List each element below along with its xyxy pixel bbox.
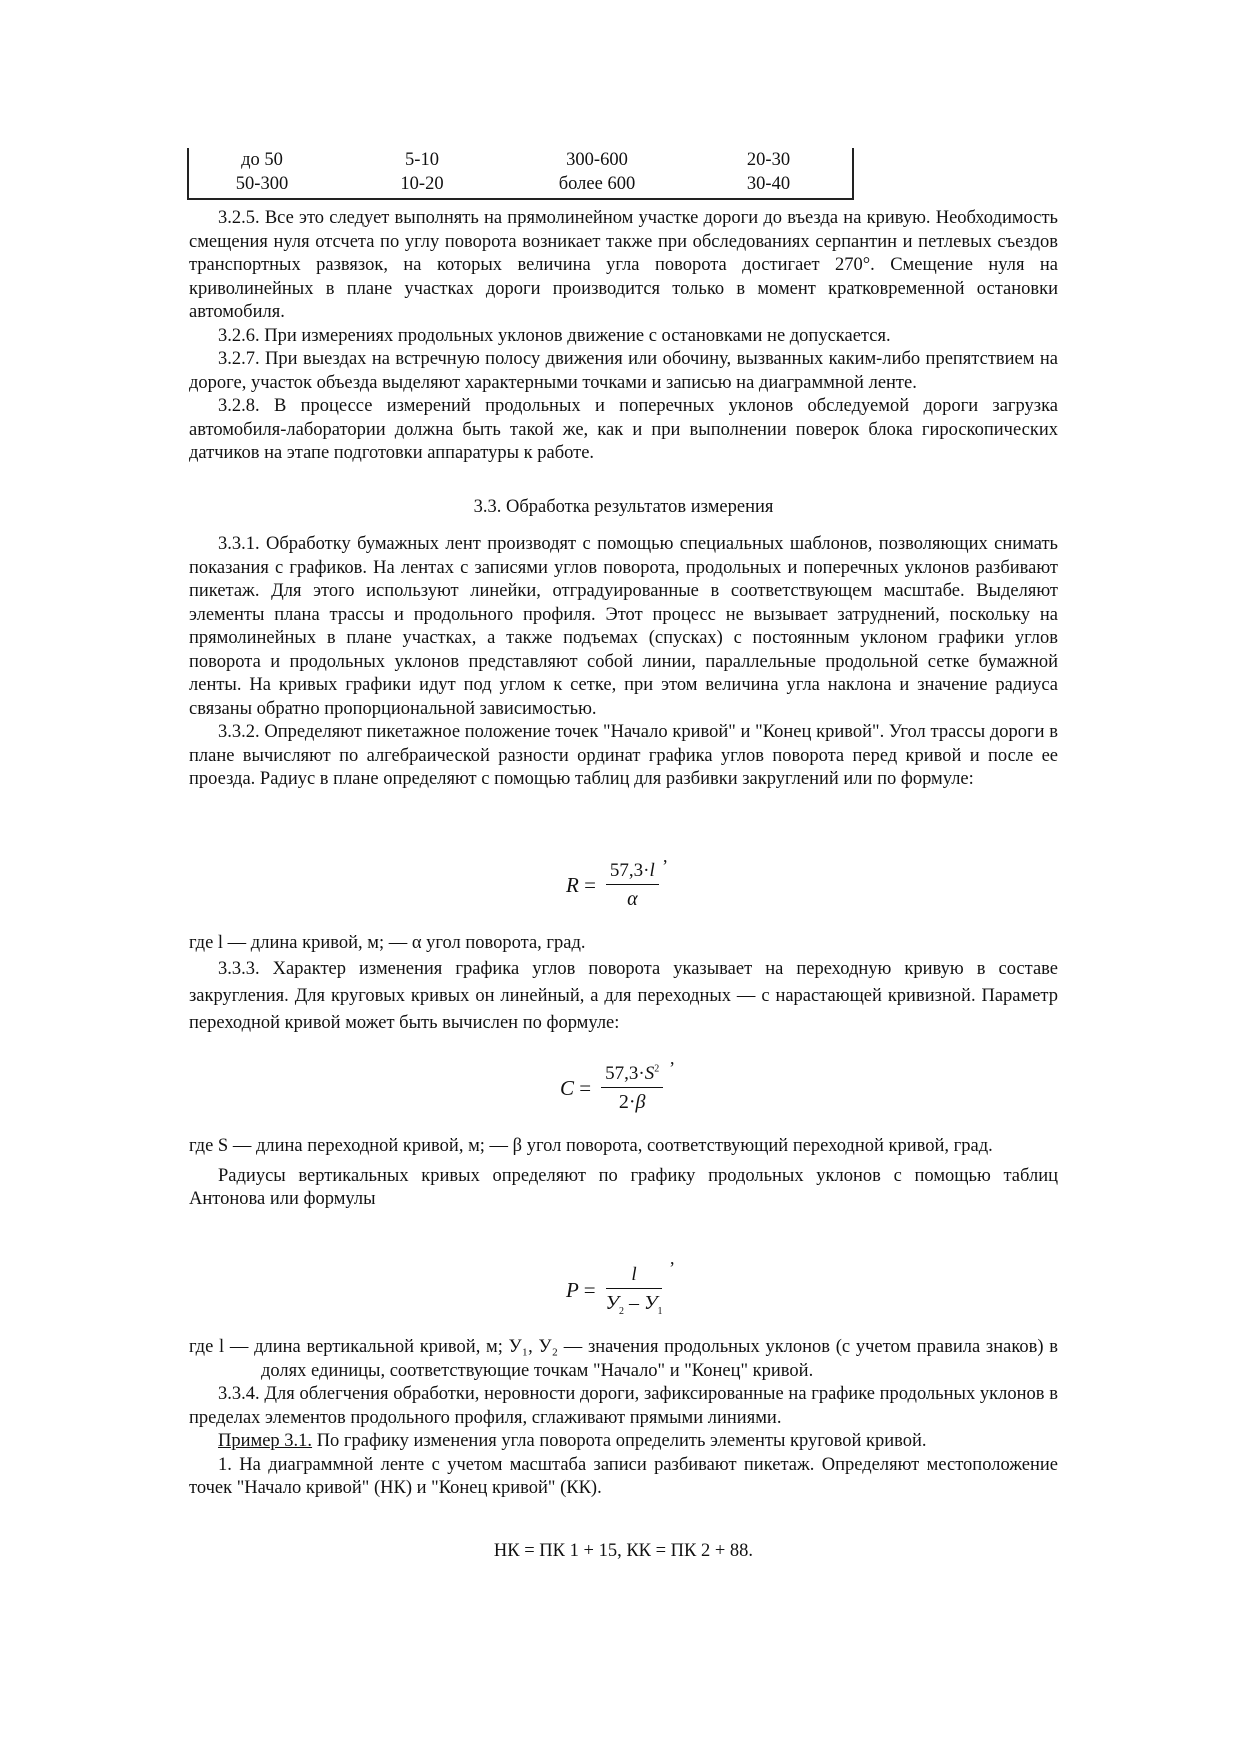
numerator-var: l <box>649 860 655 881</box>
example-result: НК = ПК 1 + 15, КК = ПК 2 + 88. <box>493 1541 754 1561</box>
table-cell: 20-30 <box>746 150 791 170</box>
paragraph-3-2-6: 3.2.6. При измерениях продольных уклонов движение с остановками не допускается. <box>218 325 891 346</box>
example-text: По графику изменения угла поворота определить элементы круговой кривой. <box>312 1431 927 1451</box>
table-row <box>187 172 850 196</box>
section-3-2-text <box>189 207 1058 466</box>
denominator: α <box>627 888 638 910</box>
paragraph-3-3-1: 3.3.1. Обработку бумажных лент производят с помощью специальных шаблонов, позволяющих снимать показания с графиков. На лентах с записями углов поворота, продольных и поперечных уклонов разбивают пикетаж. Для этого используют линейки, отградуированные в соответствующем масштабе. Выделяют элементы плана трассы и продольного профиля. Этот процесс не вызывает затруднений, поскольку на прямолинейных в плане участках, а также подъемах (спусках) с постоянным уклоном графики углов поворота и продольных уклонов представляют собой линии, параллельные продольной сетке бумажной ленты. На кривых графики идут под углом к сетке, при этом величина угла наклона и значение радиуса связаны обратно пропорциональной зависимостью. <box>189 534 1058 719</box>
fraction: $\frac{57,3\cdot l}{\alpha}$ <box>606 860 659 911</box>
formula-radius: R = $\frac{57,3\cdot l}{\alpha}$ <box>566 860 659 911</box>
denominator-var: β <box>635 1091 646 1113</box>
formula-lhs: C <box>560 1076 575 1100</box>
formula-transition-parameter: C = $\frac{57,3\cdot S^2}{2\cdot\beta}$ <box>560 1063 663 1114</box>
where-line-3: где l — длина вертикальной кривой, м; У₁, У₂ — значения продольных уклонов (с учетом правила знаков) в долях единицы, соответствующие точкам "Начало" и "Конец" кривой. <box>189 1337 1058 1381</box>
denominator-var-a: У <box>605 1292 620 1314</box>
paragraph-3-2-7: 3.2.7. При выездах на встречную полосу движения или обочину, вызванных каким-либо препятствием на дороге, участок объезда выделяют характерными точками и записью на диаграммной ленте. <box>189 349 1058 393</box>
formula-lhs: R <box>566 873 579 897</box>
paragraph-3-3-2: 3.3.2. Определяют пикетажное положение точек "Начало кривой" и "Конец кривой". Угол трассы дороги в плане вычисляют по алгебраической разности ординат графика углов поворота перед кривой и после ее проезда. Радиус в плане определяют с помощью таблиц для разбивки закруглений или по формуле: <box>189 722 1058 789</box>
fraction: $\frac{57,3\cdot S^2}{2\cdot\beta}$ <box>601 1063 663 1114</box>
section-3-3-text <box>189 533 1058 792</box>
denominator-coef: 2 <box>618 1091 629 1113</box>
numerator-coef: 57,3 <box>609 860 644 881</box>
speed-table <box>187 148 850 196</box>
formula-lhs: P <box>566 1278 579 1302</box>
fraction: $\frac{l}{У_2 - У_1}$ <box>605 1264 663 1317</box>
where-line-1: где l — длина кривой, м; — α угол поворота, град. <box>189 933 586 953</box>
where-line-2: где S — длина переходной кривой, м; — β угол поворота, соответствующий переходной кривой, град. <box>189 1136 993 1156</box>
formula-3-explanation <box>189 1336 1058 1501</box>
paragraph-3-3-3: 3.3.3. Характер изменения графика углов поворота указывает на переходную кривую в составе закругления. Для круговых кривых он линейный, а для переходных — с нарастающей кривизной. Параметр переходной кривой может быть вычислен по формуле: <box>189 958 1058 1033</box>
section-heading: 3.3. Обработка результатов измерения <box>473 497 774 517</box>
numerator-coef: 57,3 <box>605 1063 639 1084</box>
example-step-1: 1. На диаграммной ленте с учетом масштаба записи разбивают пикетаж. Определяют местоположение точек "Начало кривой" (НК) и "Конец кривой" (КК). <box>189 1454 1058 1498</box>
denominator-var-b: У <box>644 1292 658 1314</box>
exponent: 2 <box>654 1063 660 1075</box>
table-cell: более 600 <box>558 174 636 194</box>
table-row <box>187 148 850 172</box>
formula-vertical-radius: P = $\frac{l}{У_2 - У_1}$ <box>566 1264 663 1317</box>
example-label: Пример 3.1. <box>218 1431 313 1451</box>
paragraph-vertical-curves: Радиусы вертикальных кривых определяют по графику продольных уклонов с помощью таблиц Антонова или формулы <box>189 1165 1058 1209</box>
subscript: 1 <box>657 1306 663 1317</box>
table-cell: 10-20 <box>400 174 444 194</box>
paragraph-3-2-5: 3.2.5. Все это следует выполнять на прямолинейном участке дороги до въезда на кривую. Необходимость смещения нуля отсчета по углу поворота возникает также при обследованиях серпантин и петлевых съездов транспортных развязок, на которых величина угла поворота достигает 270°. Смещение нуля на криволинейных в плане участках дороги производится только в момент кратковременной остановки автомобиля. <box>189 208 1058 322</box>
table-cell: до 50 <box>241 150 283 170</box>
paragraph-3-2-8: 3.2.8. В процессе измерений продольных и поперечных уклонов обследуемой дороги загрузка автомобиля-лаборатории должна быть такой же, как и при выполнении поверок блока гироскопических датчиков на этапе подготовки аппаратуры к работе. <box>189 396 1058 463</box>
formula-2-explanation <box>189 1135 1058 1212</box>
table-cell: 300-600 <box>566 150 628 170</box>
formula-1-explanation <box>189 932 1058 1037</box>
paragraph-3-3-4: 3.3.4. Для облегчения обработки, неровности дороги, зафиксированные на графике продольных уклонов в пределах элементов продольного профиля, сглаживают прямыми линиями. <box>189 1384 1058 1428</box>
formula-comma: , <box>670 1048 675 1068</box>
formula-comma: , <box>663 846 668 866</box>
formula-comma: , <box>670 1248 675 1268</box>
subscript: 2 <box>619 1306 625 1317</box>
numerator-var: S <box>644 1063 655 1084</box>
table-cell: 30-40 <box>746 174 791 194</box>
table-cell: 50-300 <box>235 174 289 194</box>
table-cell: 5-10 <box>405 150 439 170</box>
example-paragraph <box>189 1430 1058 1454</box>
numerator-var: l <box>606 1264 663 1289</box>
